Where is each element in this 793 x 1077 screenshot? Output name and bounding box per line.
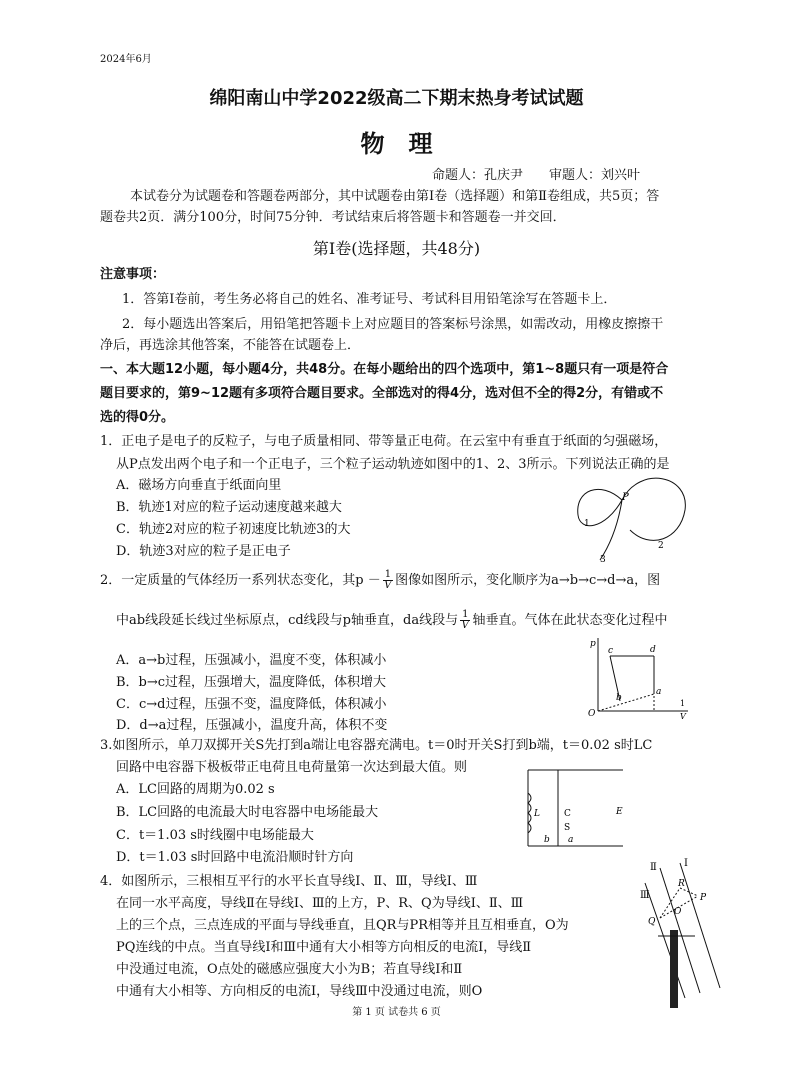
q1-label-3: 3 xyxy=(600,555,606,565)
q3-option-c: C．t＝1.03 s时线圈中电场能最大 xyxy=(116,828,314,843)
instruction-line-2: 题目要求的，第9~12题有多项符合题目要求。全部选对的得4分，选对但不全的得2分，有错或不 xyxy=(100,386,664,401)
q2-origin: O xyxy=(588,709,596,719)
q2-axis-p: p xyxy=(590,639,596,649)
q1-label-1: 1 xyxy=(584,519,590,529)
q4-label-ii: Ⅱ xyxy=(650,862,657,873)
intro-line-1: 本试卷分为试题卷和答题卷两部分，其中试题卷由第Ⅰ卷（选择题）和第Ⅱ卷组成，共5页；答 xyxy=(130,189,660,204)
q4-stem-4: PQ连线的中点。当直导线Ⅰ和Ⅲ中通有大小相等方向相反的电流I，导线Ⅱ xyxy=(116,940,532,955)
q3-option-a: A．LC回路的周期为0.02 s xyxy=(116,782,275,797)
instruction-line-3: 选的得0分。 xyxy=(100,410,175,425)
q2-x-num: 1 xyxy=(680,699,686,708)
q1-option-a: A．磁场方向垂直于纸面向里 xyxy=(116,478,282,493)
q2-option-d: D．d→a过程，压强减小，温度升高，体积不变 xyxy=(116,718,388,733)
q2-option-c: C．c→d过程，压强不变，温度降低，体积减小 xyxy=(116,697,387,712)
q2-point-c: c xyxy=(608,646,614,656)
q4-point-r: R xyxy=(678,879,685,889)
q2-stem-2: 中ab线段延长线过坐标原点，cd线段与p轴垂直，da线段与 $\frac{1}{V}$ 轴垂直。气体在此状态变化过程中 xyxy=(116,609,668,631)
intro-line-2: 题卷共2页．满分100分，时间75分钟．考试结束后将答题卡和答题卷一并交回． xyxy=(100,210,566,225)
q4-label-i: Ⅰ xyxy=(684,858,688,869)
note-2: 2．每小题选出答案后，用铅笔把答题卡上对应题目的答案标号涂黑，如需改动，用橡皮擦擦干 xyxy=(122,317,664,332)
q2-stem-1: 2．一定质量的气体经历一系列状态变化，其p － $\frac{1}{V}$ 图像如图所示，变化顺序为a→b→c→d→a，图 xyxy=(100,569,661,591)
q4-stem-2: 在同一水平高度，导线Ⅱ在导线Ⅰ、Ⅲ的上方，P、R、Q为导线Ⅰ、Ⅱ、Ⅲ xyxy=(116,896,524,911)
q2-point-a: a xyxy=(656,687,662,697)
subject-title: 物 理 xyxy=(360,130,433,158)
q1-stem-2: 从P点发出两个电子和一个正电子，三个粒子运动轨迹如图中的1、2、3所示。下列说法正确的是 xyxy=(116,457,670,472)
q3-label-c: C xyxy=(564,809,571,819)
q4-point-q: Q xyxy=(648,917,656,927)
q1-stem-1: 1．正电子是电子的反粒子，与电子质量相同、带等量正电荷。在云室中有垂直于纸面的匀强磁场， xyxy=(100,434,668,449)
instruction-line-1: 一、本大题12小题，每小题4分，共48分。在每小题给出的四个选项中，第1~8题只有一项是符合 xyxy=(100,362,669,377)
q3-option-d: D．t＝1.03 s时回路中电流沿顺时针方向 xyxy=(116,850,354,865)
exam-date: 2024年6月 xyxy=(100,54,152,65)
q4-point-p: P xyxy=(700,893,707,903)
q1-option-c: C．轨迹2对应的粒子初速度比轨迹3的大 xyxy=(116,522,351,537)
q3-label-e: E xyxy=(616,807,623,817)
q3-lc-circuit xyxy=(518,768,628,850)
q3-label-b: b xyxy=(544,835,550,845)
q2-point-b: b xyxy=(616,693,622,703)
q4-stem-3: 上的三个点，三点连成的平面与导线垂直，且QR与PR相等并且互相垂直，O为 xyxy=(116,918,569,933)
q3-option-b: B．LC回路的电流最大时电容器中电场能最大 xyxy=(116,805,379,820)
note-1: 1．答第Ⅰ卷前，考生务必将自己的姓名、准考证号、考试科目用铅笔涂写在答题卡上． xyxy=(122,292,617,307)
q1-option-b: B．轨迹1对应的粒子运动速度越来越大 xyxy=(116,500,342,515)
q4-point-o: O xyxy=(674,907,682,917)
section1-title: 第Ⅰ卷(选择题，共48分) xyxy=(312,239,481,258)
q4-stem-1: 4．如图所示，三根相互平行的水平长直导线Ⅰ、Ⅱ、Ⅲ，导线Ⅰ、Ⅲ xyxy=(100,874,478,889)
q1-trajectory-figure xyxy=(570,470,700,570)
authors: 命题人：孔庆尹 审题人：刘兴叶 xyxy=(432,168,641,183)
q2-option-a: A．a→b过程，压强减小，温度不变，体积减小 xyxy=(116,653,387,668)
q3-stem-1: 3.如图所示，单刀双掷开关S先打到a端让电容器充满电。t＝0时开关S打到b端，t＝0.02 s时LC xyxy=(100,738,653,753)
notes-title: 注意事项： xyxy=(100,267,166,282)
q1-label-2: 2 xyxy=(658,541,664,551)
q1-point-p: P xyxy=(622,492,629,503)
q3-label-a: a xyxy=(568,835,574,845)
q3-stem-2: 回路中电容器下极板带正电荷且电荷量第一次达到最大值。则 xyxy=(116,760,468,775)
note-2-cont: 净后，再选涂其他答案，不能答在试题卷上． xyxy=(100,338,361,353)
exam-title: 绵阳南山中学2022级高二下期末热身考试试题 xyxy=(209,88,584,109)
q2-point-d: d xyxy=(650,645,656,655)
q4-label-iii: Ⅲ xyxy=(640,890,650,901)
q2-option-b: B．b→c过程，压强增大，温度降低，体积增大 xyxy=(116,675,387,690)
q2-pv-graph xyxy=(588,636,698,726)
q4-stem-6: 中通有大小相等、方向相反的电流I，导线Ⅲ中没通过电流，则O xyxy=(116,984,483,999)
q1-option-d: D．轨迹3对应的粒子是正电子 xyxy=(116,544,291,559)
q4-stem-5: 中没通过电流，O点处的磁感应强度大小为B；若直导线Ⅰ和Ⅱ xyxy=(116,962,463,977)
page-footer: 第 1 页 试卷共 6 页 xyxy=(352,1007,441,1018)
q3-label-s: S xyxy=(564,823,571,833)
q3-label-l: L xyxy=(534,809,540,819)
q2-x-den: V xyxy=(680,712,686,721)
q4-wire-figure xyxy=(640,858,730,1008)
